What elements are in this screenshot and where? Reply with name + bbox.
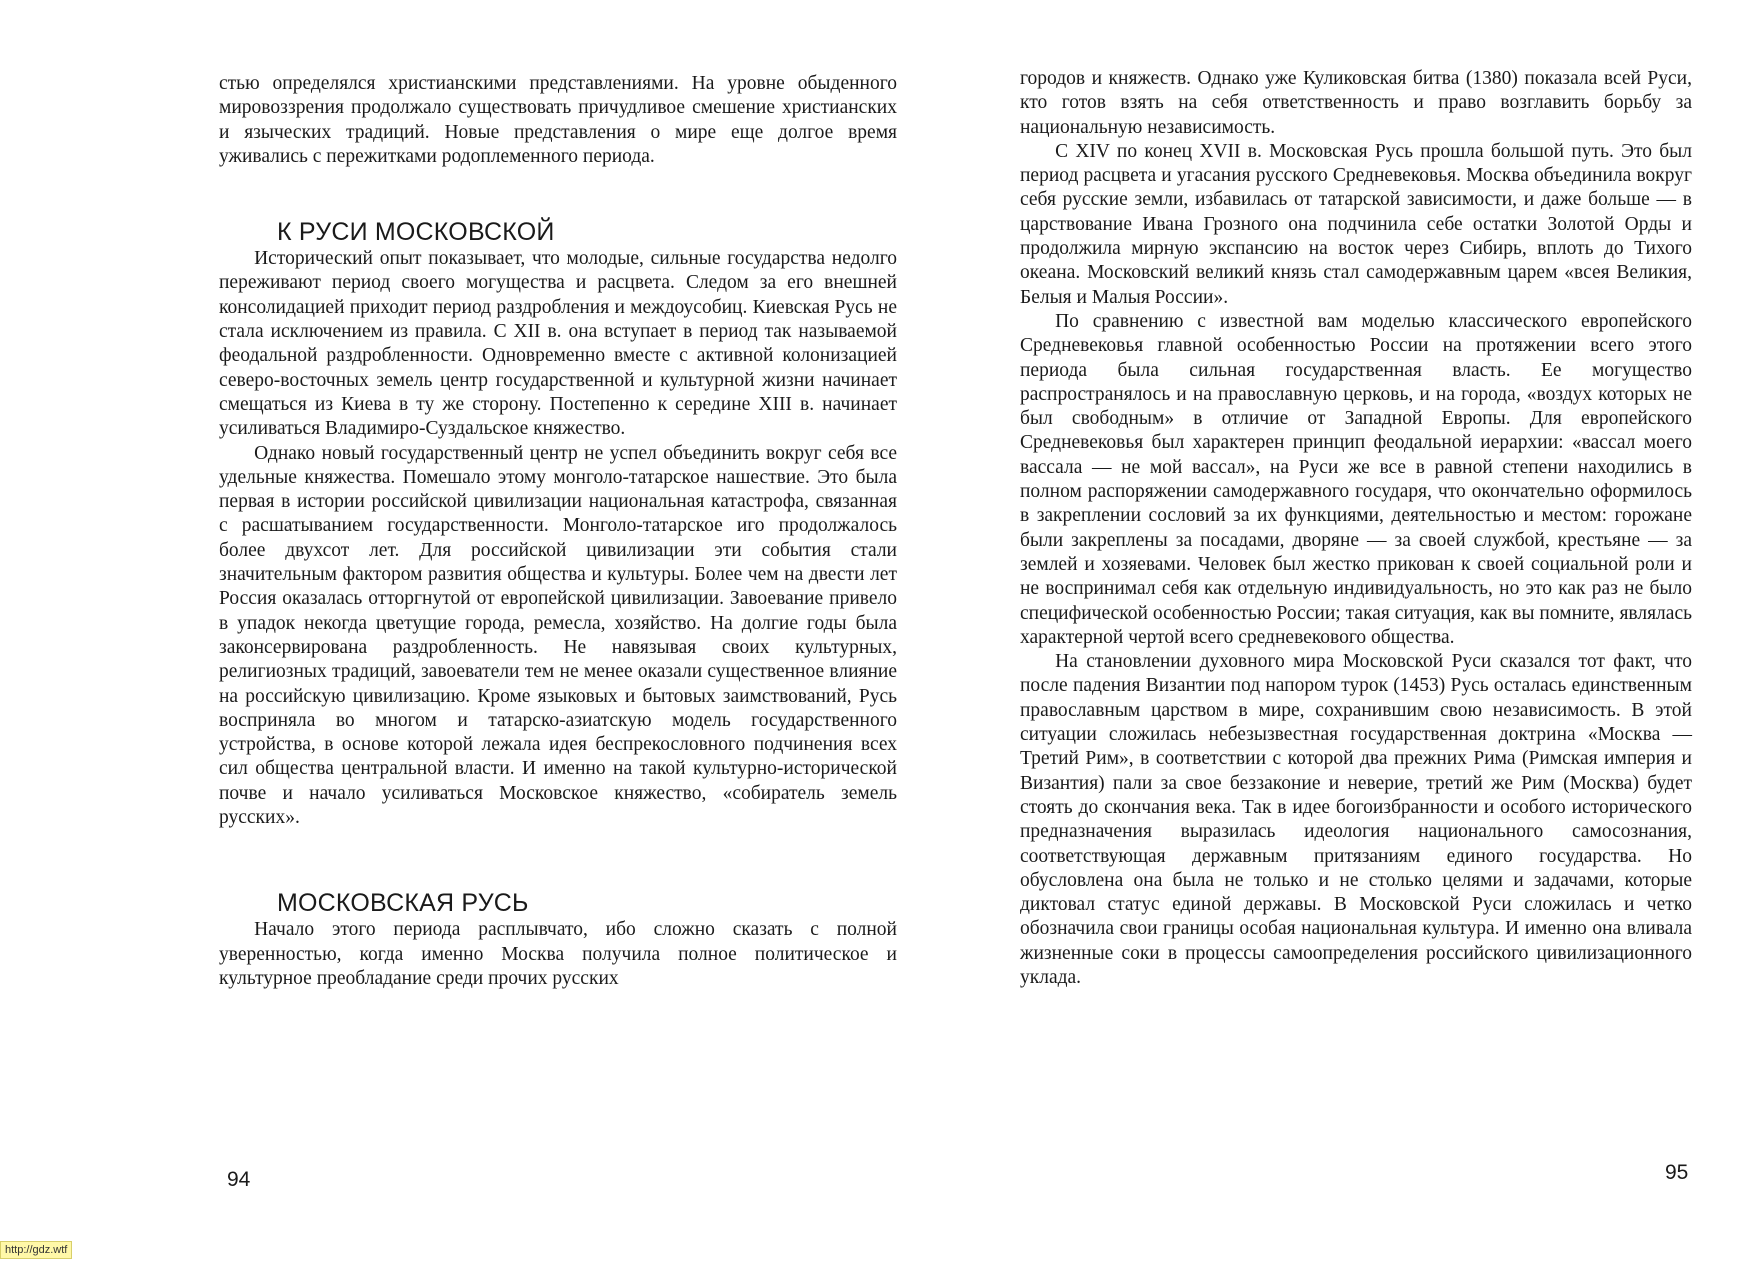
- paragraph: городов и княжеств. Однако уже Куликовская битва (1380) показала всей Руси, кто готов взять на себя ответственность и право возглавить борьбу за национальную независимость.: [1020, 68, 1692, 138]
- page-number-left: 94: [227, 1168, 251, 1191]
- paragraph: Исторический опыт показывает, что молодые, сильные государства недолго переживают период своего могущества и расцвета. Следом за его внешней консолидацией приходит период раздробления и междоусобиц. Киевская Русь не стала исключением из правила. С XII в. она вступает в период так называемой феодальной раздробленности. Одновременно вместе с активной колонизацией северо-восточных земель центр государственной и культурной жизни начинает смещаться из Киева в ту же сторону. Постепенно к середине XIII в. начинает усиливаться Владимиро-Суздальское княжество.: [219, 248, 897, 440]
- intro-paragraph: стью определялся христианскими представлениями. На уровне обыденного мировоззрения продолжало существовать причудливое смешение христианских и языческих традиций. Новые представления о мире еще долгое время уживались с пережитками родоплеменного периода.: [219, 73, 897, 167]
- paragraph: С XIV по конец XVII в. Московская Русь прошла большой путь. Это был период расцвета и угасания русского Средневековья. Москва объединила вокруг себя русские земли, избавилась от татарской зависимости, и даже больше — в царствование Ивана Грозного она подчинила себе остатки Золотой Орды и продолжила мирную экспансию на восток через Сибирь, вплоть до Тихого океана. Московский великий князь стал самодержавным царем «всея Великия, Белыя и Малыя России».: [1020, 140, 1692, 308]
- section-heading-k-rusi-moskovskoy: К РУСИ МОСКОВСКОЙ: [277, 218, 555, 247]
- section-heading-moskovskaya-rus: МОСКОВСКАЯ РУСЬ: [277, 889, 529, 918]
- paragraph: По сравнению с известной вам моделью классического европейского Средневековья главной особенностью России на протяжении всего этого периода была сильная государственная власть. Ее могущество распространялось и на православную церковь, и на города, «воздух которых не был свободным» в отличие от Западной Европы. Для европейского Средневековья был характерен принцип феодальной иерархии: «вассал моего вассала — не мой вассал», на Руси же все в равной степени находились в полном распоряжении самодержавного государя, что окончательно оформилось в закреплении сословий за их функциями, деятельностью и местом: горожане были закреплены за посадами, дворяне — за своей службой, крестьяне — за землей и хозяевами. Человек был жестко прикован к своей социальной роли и не воспринимал себя как отдельную индивидуальность, но это как раз не было специфической особенностью России; такая ситуация, как вы помните, являлась характерной чертой всего средневекового общества.: [1020, 310, 1692, 648]
- watermark-link[interactable]: http://gdz.wtf: [0, 1241, 72, 1259]
- page-number-right: 95: [1665, 1161, 1689, 1184]
- left-text-column: [219, 72, 897, 991]
- paragraph: Однако новый государственный центр не успел объединить вокруг себя все удельные княжества. Помешало этому монголо-татарское нашествие. Это была первая в истории российской цивилизации национальная катастрофа, связанная с расшатыванием государственности. Монголо-татарское иго продолжалось более двухсот лет. Для российской цивилизации эти события стали значительным фактором развития общества и культуры. Более чем на двести лет Россия оказалась отторгнутой от европейской цивилизации. Завоевание привело в упадок некогда цветущие города, ремесла, хозяйство. На долгие годы была законсервирована раздробленность. Не навязывая своих культурных, религиозных традиций, завоеватели тем не менее оказали существенное влияние на российскую цивилизацию. Кроме языковых и бытовых заимствований, Русь восприняла во многом и татарско-азиатскую модель государственного устройства, в основе которой лежала идея беспрекословного подчинения всех сил общества центральной власти. И именно на такой культурно-исторической почве и начало усиливаться Московское княжество, «собиратель земель русских».: [219, 442, 897, 829]
- paragraph: На становлении духовного мира Московской Руси сказался тот факт, что после падения Византии под напором турок (1453) Русь осталась единственным православным царством в мире, сохранившим свою независимость. В этой ситуации сложилась небезызвестная государственная доктрина «Москва — Третий Рим», в соответствии с которой два прежних Рима (Римская империя и Византия) пали за свое беззаконие и неверие, третий же Рим (Москва) будет стоять до скончания века. Так в идее богоизбранности и особого исторического предназначения выразилась идеология национального самосознания, соответствующая державным притязаниям единого государства. Но обусловлена она была не только и не столько целями и задачами, которые диктовал статус единой державы. В Московской Руси сложилась и четко обозначила свои границы особая национальная культура. И именно она вливала жизненные соки в процессы самоопределения российского цивилизационного уклада.: [1020, 651, 1692, 988]
- right-text-column: [1020, 67, 1692, 990]
- paragraph: Начало этого периода расплывчато, ибо сложно сказать с полной уверенностью, когда именно Москва получила полное политическое и культурное преобладание среди прочих русских: [219, 919, 897, 989]
